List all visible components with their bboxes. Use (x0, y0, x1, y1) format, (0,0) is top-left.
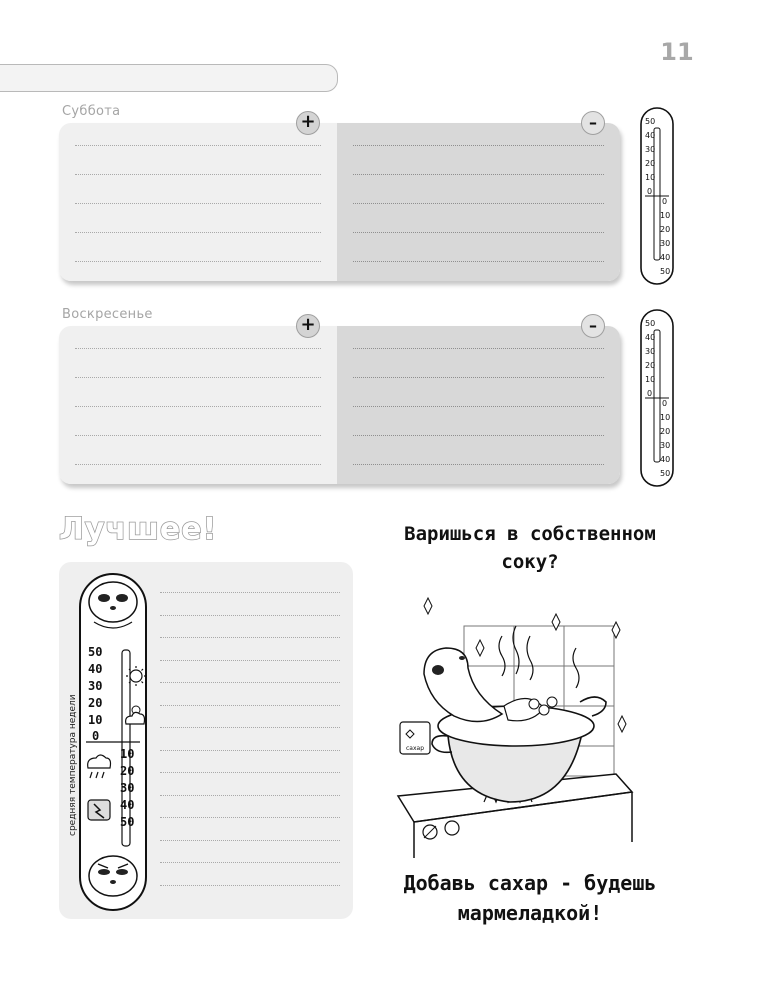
note-line[interactable] (160, 615, 340, 616)
note-line[interactable] (353, 174, 604, 175)
minus-column (337, 123, 620, 281)
note-line[interactable] (160, 705, 340, 706)
meerkat-in-pot-illustration (384, 596, 646, 858)
note-line[interactable] (75, 406, 321, 407)
note-line[interactable] (160, 727, 340, 728)
note-line[interactable] (353, 377, 604, 378)
scale-tick: 20 (645, 361, 656, 370)
scale-tick: 40 (645, 131, 656, 140)
scale-tick: 0 (662, 197, 668, 206)
note-line[interactable] (353, 261, 604, 262)
minus-sign-icon: – (581, 314, 605, 338)
note-line[interactable] (75, 377, 321, 378)
scale-tick: 20 (120, 764, 135, 778)
page-number: 11 (660, 38, 694, 66)
meerkat-face-icon (89, 856, 137, 896)
meerkat-icon (424, 648, 557, 722)
note-line[interactable] (160, 660, 340, 661)
note-line[interactable] (353, 203, 604, 204)
scale-tick: 20 (660, 427, 671, 436)
note-line[interactable] (160, 840, 340, 841)
scale-tick: 0 (662, 399, 668, 408)
plus-column (59, 326, 337, 484)
note-line[interactable] (75, 145, 321, 146)
note-line[interactable] (160, 772, 340, 773)
caption-bottom (360, 868, 700, 928)
note-line[interactable] (353, 348, 604, 349)
stove-knob-icon (445, 821, 459, 835)
day-card-sunday (59, 326, 620, 484)
note-line[interactable] (353, 406, 604, 407)
scale-tick: 40 (660, 253, 671, 262)
note-line[interactable] (353, 145, 604, 146)
scale-tick: 50 (120, 815, 135, 829)
note-line[interactable] (353, 464, 604, 465)
note-line[interactable] (160, 795, 340, 796)
minus-sign-icon: – (581, 111, 605, 135)
scale-tick: 30 (660, 239, 671, 248)
note-line[interactable] (353, 435, 604, 436)
sugar-jar-icon (400, 722, 430, 754)
scale-tick: 0 (647, 187, 653, 196)
note-line[interactable] (75, 261, 321, 262)
scale-tick: 50 (645, 117, 656, 126)
note-line[interactable] (75, 174, 321, 175)
day-label-saturday: Суббота (62, 104, 121, 119)
caption-bottom-line1: Добавь сахар - будешь (403, 871, 657, 895)
scale-tick: 20 (645, 159, 656, 168)
best-note-lines (160, 592, 340, 907)
note-line[interactable] (75, 435, 321, 436)
note-line[interactable] (75, 203, 321, 204)
note-line[interactable] (75, 232, 321, 233)
note-line[interactable] (160, 682, 340, 683)
scale-tick: 50 (645, 319, 656, 328)
caption-bottom-line2: мармеладкой! (457, 901, 603, 925)
note-line[interactable] (160, 862, 340, 863)
scale-tick: 0 (92, 729, 100, 743)
scale-tick: 10 (88, 713, 103, 727)
thermometer-icon (638, 308, 676, 488)
scale-tick: 10 (645, 173, 656, 182)
day-card-saturday (59, 123, 620, 281)
caption-top-line2: соку? (501, 551, 559, 573)
best-title: Лучшее! (59, 512, 218, 547)
caption-top-line1: Варишься в собственном (404, 523, 656, 545)
note-line[interactable] (160, 885, 340, 886)
scale-tick: 10 (660, 211, 671, 220)
scale-tick: 50 (660, 267, 671, 276)
scale-tick: 10 (645, 375, 656, 384)
avg-temp-label: средняя температура недели (68, 694, 78, 836)
thermometer-icon (638, 106, 676, 286)
day-label-sunday: Воскресенье (62, 307, 153, 322)
meerkat-thermometer-icon (76, 572, 150, 912)
note-line[interactable] (160, 750, 340, 751)
scale-tick: 30 (660, 441, 671, 450)
jar-label: сахар (405, 745, 425, 752)
scale-tick: 40 (645, 333, 656, 342)
note-line[interactable] (160, 817, 340, 818)
scale-tick: 30 (88, 679, 103, 693)
scale-tick: 30 (120, 781, 135, 795)
minus-column (337, 326, 620, 484)
header-bar (0, 64, 338, 92)
scale-tick: 40 (88, 662, 103, 676)
scale-tick: 10 (660, 413, 671, 422)
scale-tick: 10 (120, 747, 135, 761)
note-line[interactable] (160, 637, 340, 638)
scale-tick: 50 (660, 469, 671, 478)
note-line[interactable] (353, 232, 604, 233)
scale-tick: 20 (660, 225, 671, 234)
plus-sign-icon: + (296, 111, 320, 135)
note-line[interactable] (75, 464, 321, 465)
caption-top (360, 520, 700, 576)
scale-tick: 30 (645, 145, 656, 154)
plus-sign-icon: + (296, 314, 320, 338)
scale-tick: 0 (647, 389, 653, 398)
scale-tick: 40 (120, 798, 135, 812)
scale-tick: 30 (645, 347, 656, 356)
scale-tick: 20 (88, 696, 103, 710)
note-line[interactable] (160, 592, 340, 593)
scale-tick: 40 (660, 455, 671, 464)
scale-tick: 50 (88, 645, 103, 659)
plus-column (59, 123, 337, 281)
note-line[interactable] (75, 348, 321, 349)
storm-icon (88, 800, 110, 820)
